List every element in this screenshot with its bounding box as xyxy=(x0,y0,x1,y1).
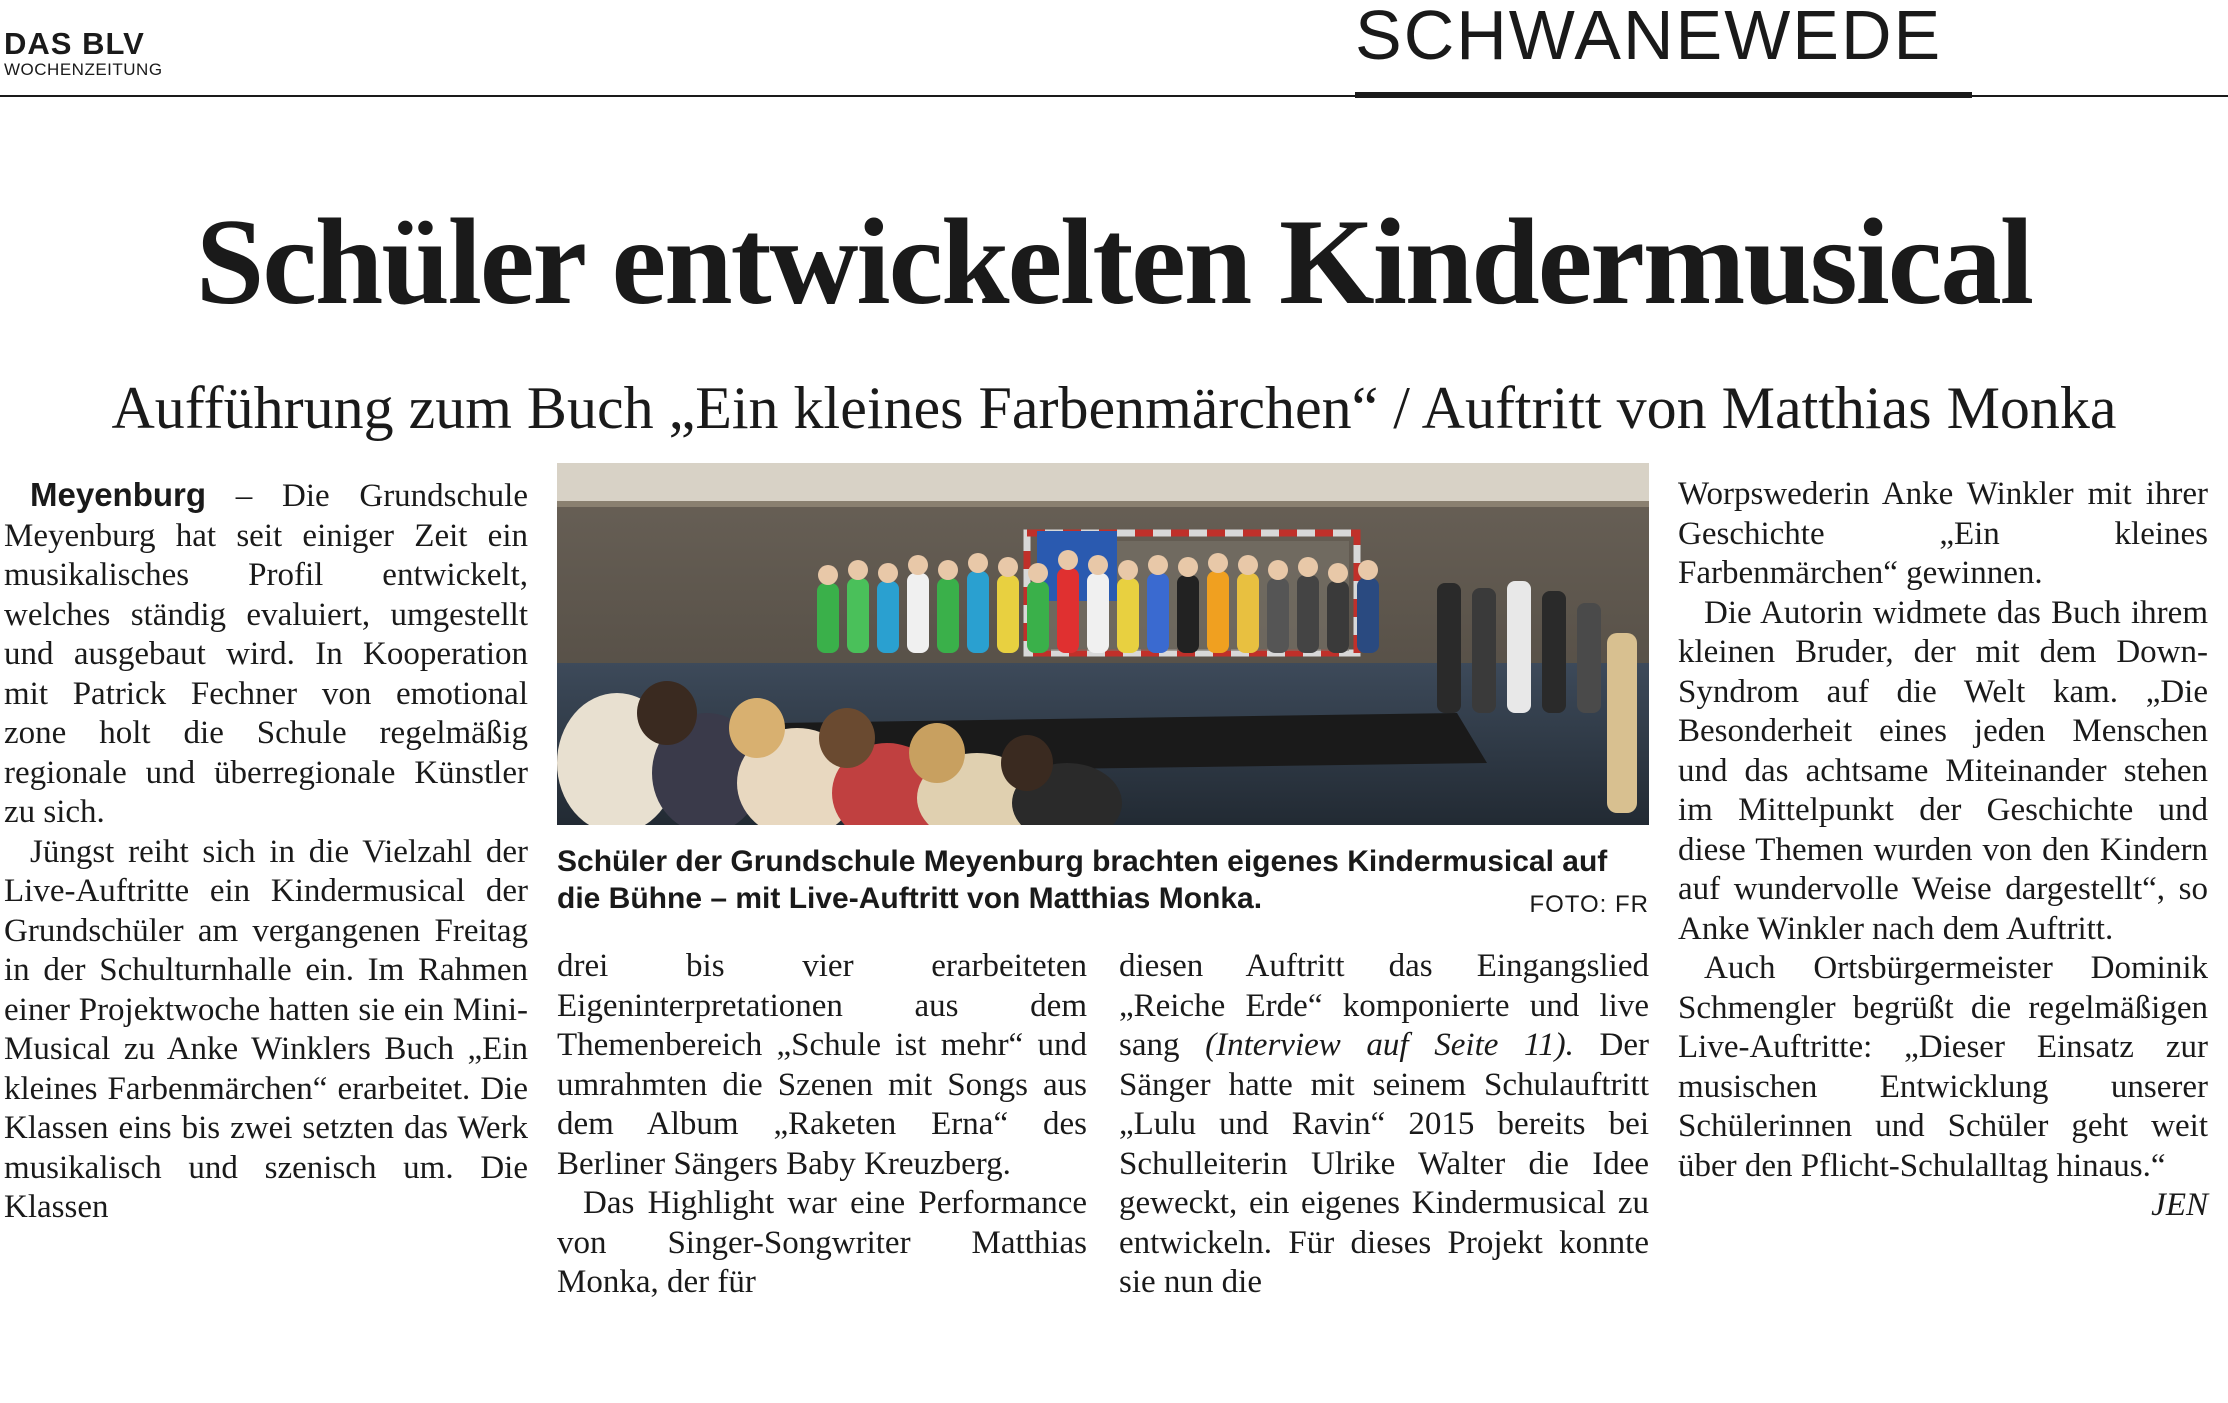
article-column-4 xyxy=(1678,475,2208,1226)
caption-text: Schüler der Grundschule Meyenburg brachten eigenes Kindermusical auf die Bühne – mit Live-Auftritt von Matthias Monka. xyxy=(557,845,1608,915)
paragraph xyxy=(1119,947,1649,1303)
brand-name: DAS BLV xyxy=(4,26,145,61)
paragraph: Worpswederin Anke Winkler mit ihrer Geschichte „Ein kleines Farbenmärchen“ gewinnen. xyxy=(1678,476,2208,591)
paragraph-text: diesen Auftritt das Eingangslied „Reiche Erde“ komponierte und live sang xyxy=(1119,948,1649,1063)
article-photo xyxy=(557,463,1649,825)
paragraph-text: Auch Ortsbürgermeister Dominik Schmengler begrüßt die regelmäßigen Live-Auftritte: „Dieser Einsatz zur musischen Entwicklung unserer Schülerinnen und Schüler geht weit über den Pflicht-Schulalltag hinaus.“ xyxy=(1678,950,2208,1184)
publication-logo xyxy=(4,28,163,78)
paragraph xyxy=(4,475,528,833)
article-column-1 xyxy=(4,475,528,1228)
paragraph xyxy=(1678,949,2208,1223)
paragraph: drei bis vier erarbeiteten Eigeninterpretationen aus dem Themenbereich „Schule ist mehr“ und umrahmten die Szenen mit Songs aus dem Album „Raketen Erna“ des Berliner Sängers Baby Kreuzberg. xyxy=(557,948,1087,1182)
headline: Schüler entwickelten Kindermusical xyxy=(195,193,2033,330)
paragraph: Die Autorin widmete das Buch ihrem kleinen Bruder, der mit dem Down-Syndrom auf die Welt kam. „Die Besonderheit eines jeden Menschen und das achtsame Miteinander stehen im Mittelpunkt der Geschichte und diese Themen wurden von den Kindern auf wundervolle Weise dargestellt“, so Anke Winkler nach dem Auftritt. xyxy=(1678,594,2208,947)
section-title: SCHWANEWEDE xyxy=(1355,0,1943,74)
masthead xyxy=(0,0,2228,98)
paragraph-text: – Die Grundschule Meyenburg hat seit einiger Zeit ein musikalisches Profil entwickelt, welches ständig evaluiert, umgestellt und ausgebaut wird. In Kooperation mit Patrick Fechner von emotional zone holt die Schule regelmäßig regionale und überregionale Künstler zu sich. xyxy=(4,478,528,830)
masthead-rule xyxy=(0,95,2228,97)
article-column-2 xyxy=(557,947,1087,1303)
brand-tagline: WOCHENZEITUNG xyxy=(4,60,163,79)
cross-reference: (Interview auf Seite 11). xyxy=(1205,1027,1574,1063)
subheadline: Aufführung zum Buch „Ein kleines Farbenmärchen“ / Auftritt von Matthias Monka xyxy=(111,375,2117,441)
author-signature: JEN xyxy=(2151,1187,2208,1223)
dateline: Meyenburg xyxy=(30,476,207,513)
photo-caption xyxy=(557,843,1649,923)
paragraph: Jüngst reiht sich in die Vielzahl der Live-Auftritte ein Kindermusical der Grundschüler am vergangenen Freitag in der Schulturnhalle ein. Im Rahmen einer Projektwoche hatten sie ein Mini-Musical zu Anke Winklers Buch „Ein kleines Farbenmärchen“ erarbeitet. Die Klassen eins bis zwei setzten das Werk musikalisch und szenisch um. Die Klassen xyxy=(4,833,528,1225)
paragraph: Das Highlight war eine Performance von Singer-Songwriter Matthias Monka, der für xyxy=(557,1185,1087,1300)
paragraph-text: Der Sänger hatte mit seinem Schulauftritt „Lulu und Ravin“ 2015 bereits bei Schulleiterin Ulrike Walter die Idee geweckt, ein eigenes Kindermusical zu entwickeln. Für dieses Projekt konnte sie nun die xyxy=(1119,1027,1649,1300)
stage-photo-illustration xyxy=(557,463,1649,825)
photo-credit: FOTO: FR xyxy=(1529,891,1649,918)
article-column-3 xyxy=(1119,947,1649,1303)
